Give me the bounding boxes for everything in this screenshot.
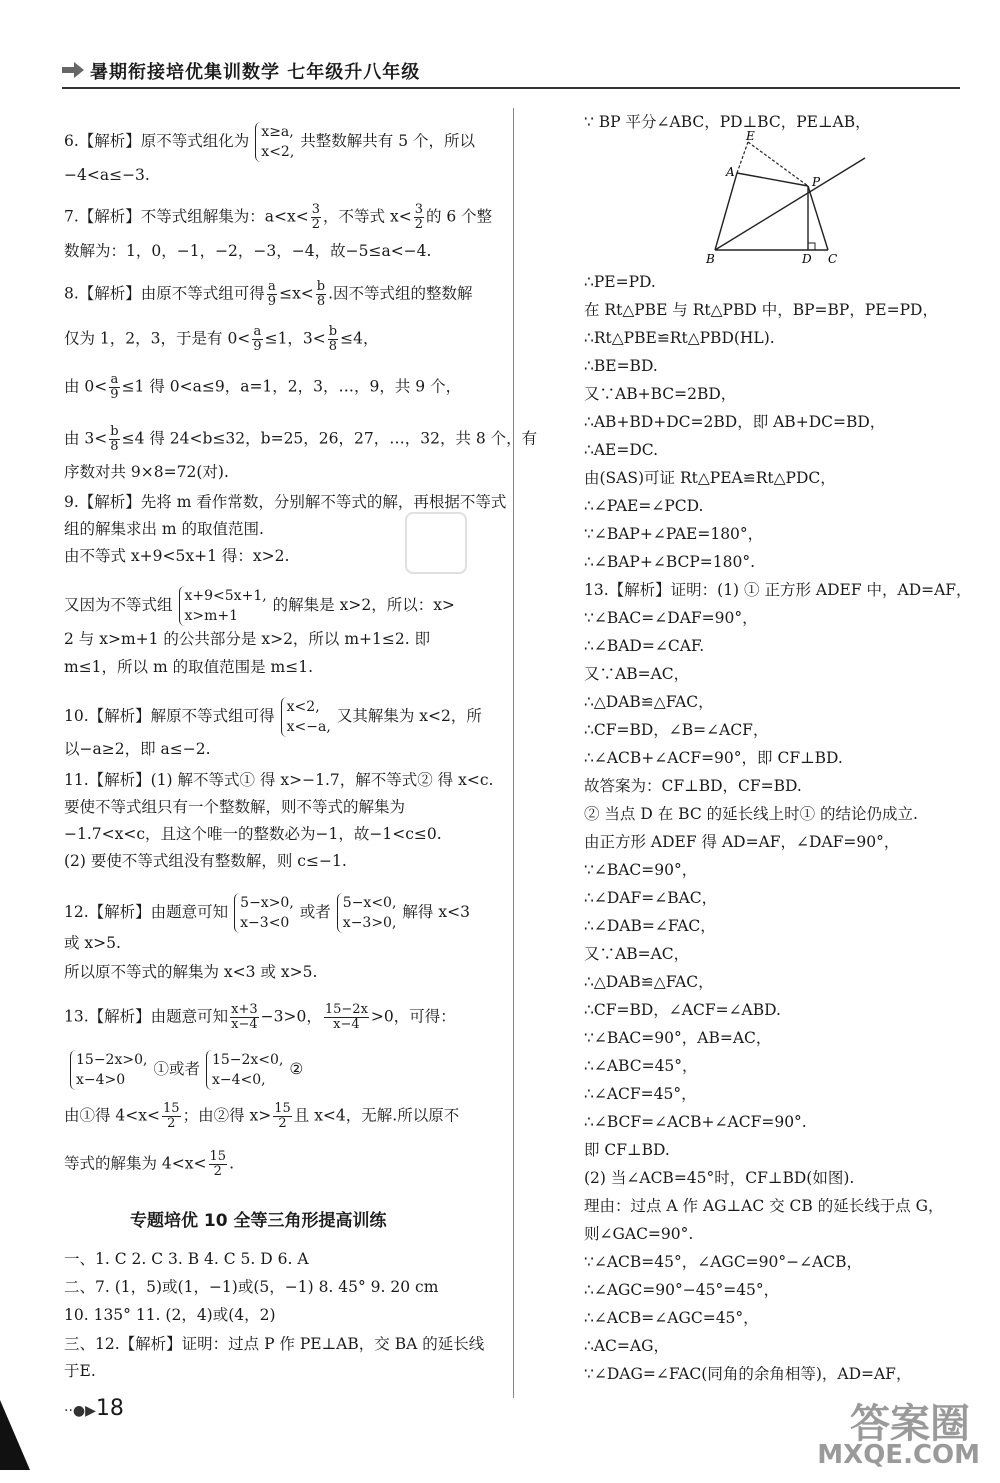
line-text: ∴△DAB≌△FAC， <box>584 973 714 991</box>
line-text: ∵∠BAC=90°， <box>584 861 698 879</box>
left-text-line <box>64 933 121 953</box>
right-text-line <box>584 1252 862 1272</box>
fraction-numerator: b <box>110 424 119 439</box>
fraction-numerator: 15 <box>274 1101 291 1116</box>
line-text: 二、7. (1，5)或(1，−1)或(5，−1) 8. 45° 9. 20 cm <box>64 1278 439 1296</box>
geometry-figure <box>700 130 870 265</box>
fraction <box>267 280 277 309</box>
fraction-denominator: 2 <box>278 1116 287 1131</box>
line-text: 13.【解析】由题意可知 <box>64 1007 229 1026</box>
left-text-line <box>64 739 211 759</box>
line-text: ∴AE=DC. <box>584 441 659 459</box>
system-row: x+9<5x+1, <box>184 588 267 604</box>
fraction <box>230 1003 259 1032</box>
corner-triangle <box>0 1400 30 1470</box>
system-row: x>m+1 <box>184 608 239 624</box>
left-text-line <box>64 492 506 512</box>
fraction-numerator: 15 <box>209 1149 227 1164</box>
line-text-after: . <box>229 1154 234 1173</box>
line-text: 10.【解析】解原不等式组可得 <box>64 707 275 725</box>
right-text-line <box>584 356 658 376</box>
left-text-line <box>64 1249 309 1269</box>
line-text: ∵∠BAC=90°，AB=AC， <box>584 1029 772 1047</box>
fraction-numerator: a <box>253 324 262 339</box>
segment-ap <box>737 173 808 186</box>
fraction-numerator: a <box>268 279 276 294</box>
fraction <box>328 325 338 354</box>
left-text-line <box>64 1102 459 1131</box>
line-text: ∴∠AGC=90°−45°=45°， <box>584 1281 780 1299</box>
left-text-line <box>64 1150 234 1179</box>
line-text: 一、1. C 2. C 3. B 4. C 5. D 6. A <box>64 1250 309 1268</box>
left-text-line <box>64 546 289 566</box>
line-text: ∴∠BCF=∠ACB+∠ACF=90°. <box>584 1113 807 1131</box>
page-header <box>62 56 962 90</box>
inequality-system <box>206 1050 283 1090</box>
fraction <box>273 1102 292 1131</box>
right-text-line <box>584 384 736 404</box>
system-row: x<−a, <box>286 719 331 735</box>
fraction-denominator: 2 <box>414 217 423 232</box>
line-text-after: −3>0， <box>260 1007 322 1026</box>
inequality-system <box>70 1050 147 1090</box>
right-text-line <box>584 608 758 628</box>
line-text-after2: 的 6 个整 <box>425 207 493 226</box>
right-text-line <box>584 440 658 460</box>
line-text: 或 x>5. <box>64 934 121 952</box>
line-text-after2: 且 x<4，无解.所以原不 <box>293 1106 460 1125</box>
line-text: ∵∠BAP+∠PAE=180°， <box>584 525 764 543</box>
fraction-numerator: 3 <box>311 202 321 217</box>
right-text-line <box>584 1364 911 1384</box>
watermark-line2: MXQE.COM <box>817 1440 980 1470</box>
right-text-line <box>584 944 689 964</box>
fraction-denominator: 9 <box>253 339 262 354</box>
line-text: ∴∠ACB+∠ACF=90°，即 CF⊥BD. <box>584 749 843 767</box>
line-text: ∴∠ACB=∠AGC=45°， <box>584 1309 759 1327</box>
right-text-line <box>584 664 689 684</box>
line-text: 于E. <box>64 1362 96 1380</box>
page-number <box>64 1396 124 1421</box>
line-text: 由(SAS)可证 Rt△PEA≌Rt△PDC， <box>584 469 836 487</box>
faint-stamp-image <box>405 512 467 574</box>
right-text-line <box>584 1112 807 1132</box>
label-c: C <box>828 252 838 265</box>
left-text-line <box>64 1334 484 1354</box>
line-text: 仅为 1，2，3，于是有 0< <box>64 329 251 348</box>
line-text: ∴CF=BD，∠ACF=∠ABD. <box>584 1001 781 1019</box>
right-text-line <box>584 636 704 656</box>
header-title: 暑期衔接培优集训数学 七年级升八年级 <box>90 62 421 83</box>
right-text-line <box>584 300 938 320</box>
line-text: 7.【解析】不等式组解集为：a<x< <box>64 207 309 226</box>
fraction-denominator: x−4 <box>333 1017 360 1032</box>
line-text: ∴∠BAD=∠CAF. <box>584 637 705 655</box>
fraction-denominator: 2 <box>167 1116 176 1131</box>
line-text: 13.【解析】证明：(1) ① 正方形 ADEF 中，AD=AF， <box>584 581 972 599</box>
fraction <box>414 203 424 232</box>
system-row: x≥a, <box>261 124 294 140</box>
right-text-line <box>584 412 885 432</box>
left-text-line <box>64 962 317 982</box>
left-text-line <box>64 203 492 232</box>
left-text-line <box>64 373 461 402</box>
system-row: x−4<0, <box>211 1072 266 1088</box>
fraction <box>209 1150 228 1179</box>
line-text: 11.【解析】(1) 解不等式① 得 x>−1.7，解不等式② 得 x<c. <box>64 771 494 789</box>
line-text-after: 又其解集为 x<2，所 <box>336 707 482 725</box>
inequality-system <box>281 697 331 737</box>
left-text-line <box>64 770 493 790</box>
line-text: 2 与 x>m+1 的公共部分是 x>2，所以 m+1≤2. 即 <box>64 630 431 648</box>
left-text-line <box>64 697 482 737</box>
line-text-after: 共整数解共有 5 个，所以 <box>300 132 475 150</box>
watermark <box>780 1392 980 1472</box>
fraction-denominator: 9 <box>267 294 277 309</box>
line-text: ∴∠BAP+∠BCP=180°. <box>584 553 756 571</box>
right-text-line <box>584 1056 698 1076</box>
right-text-line <box>584 524 763 544</box>
system-row: x<2, <box>261 144 295 160</box>
fraction <box>109 425 119 454</box>
header-rule <box>62 87 960 89</box>
line-text-after: ①或者 <box>153 1060 200 1078</box>
right-text-line <box>584 1168 854 1188</box>
right-text-line <box>584 860 697 880</box>
line-text: 由①得 4<x< <box>64 1106 161 1125</box>
section-title: 专题培优 10 全等三角形提高训练 <box>130 1211 387 1231</box>
line-text-after2: >0，可得： <box>370 1007 456 1026</box>
left-text-line <box>64 1050 303 1090</box>
left-text-line <box>64 122 475 162</box>
right-angle-mark <box>808 243 815 250</box>
line-text: 故答案为：CF⊥BD，CF=BD. <box>584 777 802 795</box>
right-text-line <box>584 1084 697 1104</box>
line-text: ∴∠ACF=45°， <box>584 1085 697 1103</box>
left-text-line <box>64 586 455 626</box>
fraction-numerator: a <box>110 372 119 387</box>
line-text: 所以原不等式的解集为 x<3 或 x>5. <box>64 963 318 981</box>
fraction <box>324 1003 369 1032</box>
right-text-line <box>584 832 899 852</box>
line-text: ∵ BP 平分∠ABC，PD⊥BC，PE⊥AB， <box>584 113 871 131</box>
system-row: x<2, <box>286 699 320 715</box>
line-text: 序数对共 9×8=72(对). <box>64 463 229 481</box>
line-text: 10. 135° 11. (2，4)或(4，2) <box>64 1306 276 1324</box>
line-text: 由 3< <box>64 429 108 448</box>
fraction-numerator: x+3 <box>231 1002 258 1017</box>
segment-ae <box>737 142 748 173</box>
line-text: ∵∠BAC=∠DAF=90°， <box>584 609 758 627</box>
right-text-line <box>584 720 768 740</box>
fraction-numerator: 3 <box>414 202 423 217</box>
system-row: x−3<0 <box>240 915 290 931</box>
system-row: 15−2x>0, <box>76 1052 148 1068</box>
fraction <box>316 280 326 309</box>
right-text-line <box>584 328 775 348</box>
right-text-line <box>584 692 714 712</box>
left-text-line <box>64 824 442 844</box>
line-text-after2: ② <box>289 1060 304 1078</box>
line-text: 8.【解析】由原不等式组可得 <box>64 284 265 303</box>
right-text-line <box>584 804 918 824</box>
line-text: −1.7<x<c，且这个唯一的整数必为−1，故−1<c≤0. <box>64 825 442 843</box>
right-text-line <box>584 776 802 796</box>
line-text: m≤1，所以 m 的取值范围是 m≤1. <box>64 658 313 676</box>
inequality-system <box>337 893 397 933</box>
fraction-numerator: b <box>328 324 338 339</box>
right-text-line <box>584 112 871 132</box>
line-text-after: 或者 <box>299 903 331 921</box>
right-text-line <box>584 916 716 936</box>
line-text: ∴∠DAB=∠FAC， <box>584 917 716 935</box>
right-text-line <box>584 1336 669 1356</box>
fraction-denominator: 8 <box>328 339 338 354</box>
inequality-system <box>179 586 267 626</box>
inequality-system <box>234 893 294 933</box>
line-text: 又∵AB=AC， <box>584 665 690 683</box>
system-row: 5−x<0, <box>342 895 397 911</box>
line-text: ∴AC=AG， <box>584 1337 669 1355</box>
left-text-line <box>64 425 537 454</box>
line-text: (2) 要使不等式组没有整数解，则 c≤−1. <box>64 852 347 870</box>
right-text-line <box>584 748 843 768</box>
line-text: ∴Rt△PBE≌Rt△PBD(HL). <box>584 329 775 347</box>
right-text-line <box>584 888 717 908</box>
fraction <box>311 203 321 232</box>
left-text-line <box>64 629 430 649</box>
line-text: 等式的解集为 4<x< <box>64 1154 207 1173</box>
left-text-line <box>64 1003 456 1032</box>
fraction <box>162 1102 181 1131</box>
system-row: 15−2x<0, <box>211 1052 284 1068</box>
segment-ep <box>748 142 808 186</box>
right-text-line <box>584 272 656 292</box>
line-text: ∴∠DAF=∠BAC， <box>584 889 718 907</box>
line-text: ∵∠ACB=45°，∠AGC=90°−∠ACB， <box>584 1253 863 1271</box>
system-row: x−4>0 <box>76 1072 126 1088</box>
left-text-line <box>64 1305 276 1325</box>
fraction-numerator: 15 <box>163 1101 180 1116</box>
left-text-line <box>64 797 405 817</box>
left-text-line <box>64 462 229 482</box>
page-number-text: 18 <box>95 1396 124 1421</box>
line-text: 则∠GAC=90°. <box>584 1225 694 1243</box>
line-text-after: ≤1，3< <box>264 329 326 348</box>
line-text: ∴PE=PD. <box>584 273 656 291</box>
line-text-after: ≤4 得 24<b≤32，b=25，26，27，…，32，共 8 个，有 <box>121 429 538 448</box>
line-text: −4<a≤−3. <box>64 166 150 184</box>
fraction-denominator: 2 <box>311 217 321 232</box>
right-text-line <box>584 552 755 572</box>
fraction-numerator: 15−2x <box>324 1002 368 1017</box>
fraction-denominator: 9 <box>110 387 119 402</box>
right-text-line <box>584 468 836 488</box>
line-text: 又因为不等式组 <box>64 596 173 614</box>
line-text-after: 的解集是 x>2，所以：x> <box>272 596 455 614</box>
left-text-line <box>64 657 313 677</box>
line-text-after2: ≤4， <box>340 329 379 348</box>
left-text-line <box>64 241 431 261</box>
left-text-line <box>64 519 264 539</box>
inequality-system <box>255 122 294 162</box>
line-text-after: ≤1 得 0<a≤9，a=1，2，3，…，9，共 9 个， <box>121 377 462 396</box>
fraction-denominator: 2 <box>213 1164 222 1179</box>
label-d: D <box>802 252 812 265</box>
line-text: 要使不等式组只有一个整数解，则不等式的解集为 <box>64 798 406 816</box>
segment-pc <box>808 186 828 250</box>
page-number-dots: ··●▶ <box>64 1403 96 1419</box>
line-text: 又∵AB+BC=2BD， <box>584 385 737 403</box>
system-row: 5−x>0, <box>240 895 294 911</box>
arrow-right-icon <box>62 62 84 78</box>
fraction <box>252 325 262 354</box>
right-text-line <box>584 580 972 600</box>
line-text: ∴∠PAE=∠PCD. <box>584 497 704 515</box>
label-b: B <box>706 252 715 265</box>
line-text: 6.【解析】原不等式组化为 <box>64 132 250 150</box>
left-text-line <box>64 325 378 354</box>
right-text-line <box>584 972 714 992</box>
line-text-after2: 解得 x<3 <box>402 903 470 921</box>
label-e: E <box>746 130 755 143</box>
line-text: 理由：过点 A 作 AG⊥AC 交 CB 的延长线于点 G， <box>584 1197 944 1215</box>
right-text-line <box>584 1196 944 1216</box>
right-text-line <box>584 1224 693 1244</box>
right-text-line <box>584 1000 781 1020</box>
line-text: 9.【解析】先将 m 看作常数，分别解不等式的解，再根据不等式 <box>64 493 507 511</box>
fraction-denominator: 8 <box>110 439 119 454</box>
left-text-line <box>64 280 473 309</box>
system-row: x−3>0, <box>342 915 397 931</box>
left-text-line <box>64 851 347 871</box>
line-text: 三、12.【解析】证明：过点 P 作 PE⊥AB，交 BA 的延长线 <box>64 1335 485 1353</box>
right-text-line <box>584 496 703 516</box>
line-text: ② 当点 D 在 BC 的延长线上时① 的结论仍成立. <box>584 805 918 823</box>
line-text-after2: .因不等式组的整数解 <box>328 284 473 303</box>
line-text: ∴∠ABC=45°， <box>584 1057 698 1075</box>
left-text-line <box>64 165 150 185</box>
line-text: 数解为：1，0，−1，−2，−3，−4，故−5≤a<−4. <box>64 242 432 260</box>
line-text-after: ，不等式 x< <box>323 207 412 226</box>
line-text: ∴△DAB≌△FAC， <box>584 693 714 711</box>
fraction-denominator: 8 <box>316 294 326 309</box>
line-text: ∴BE=BD. <box>584 357 658 375</box>
line-text: 组的解集求出 m 的取值范围. <box>64 520 264 538</box>
label-p: P <box>812 175 821 189</box>
line-text: 在 Rt△PBE 与 Rt△PBD 中，BP=BP，PE=PD， <box>584 301 938 319</box>
line-text: 又∵AB=AC， <box>584 945 690 963</box>
column-divider <box>513 108 514 1398</box>
line-text: ∵∠DAG=∠FAC(同角的余角相等)，AD=AF， <box>584 1365 912 1383</box>
line-text: 即 CF⊥BD. <box>584 1141 670 1159</box>
line-text: (2) 当∠ACB=45°时，CF⊥BD(如图). <box>584 1169 855 1187</box>
line-text-after: ≤x< <box>279 284 314 303</box>
line-text-after: ；由②得 x> <box>182 1106 272 1125</box>
line-text: 由正方形 ADEF 得 AD=AF，∠DAF=90°， <box>584 833 900 851</box>
line-text: 由不等式 x+9<5x+1 得：x>2. <box>64 547 290 565</box>
left-text-line <box>64 1361 96 1381</box>
line-text: ∴AB+BD+DC=2BD，即 AB+DC=BD， <box>584 413 886 431</box>
left-text-line <box>64 893 470 933</box>
watermark-line1: 答案圈 <box>850 1401 970 1447</box>
fraction-denominator: x−4 <box>231 1017 258 1032</box>
fraction-numerator: b <box>316 279 326 294</box>
right-text-line <box>584 1140 670 1160</box>
line-text: 12.【解析】由题意可知 <box>64 903 229 921</box>
right-text-line <box>584 1308 759 1328</box>
right-text-line <box>584 1280 779 1300</box>
right-text-line <box>584 1028 771 1048</box>
fraction <box>109 373 119 402</box>
line-text: ∴CF=BD，∠B=∠ACF， <box>584 721 769 739</box>
line-text: 以−a≥2，即 a≤−2. <box>64 740 211 758</box>
line-text: 由 0< <box>64 377 108 396</box>
left-text-line <box>64 1277 438 1297</box>
label-a: A <box>726 165 735 179</box>
